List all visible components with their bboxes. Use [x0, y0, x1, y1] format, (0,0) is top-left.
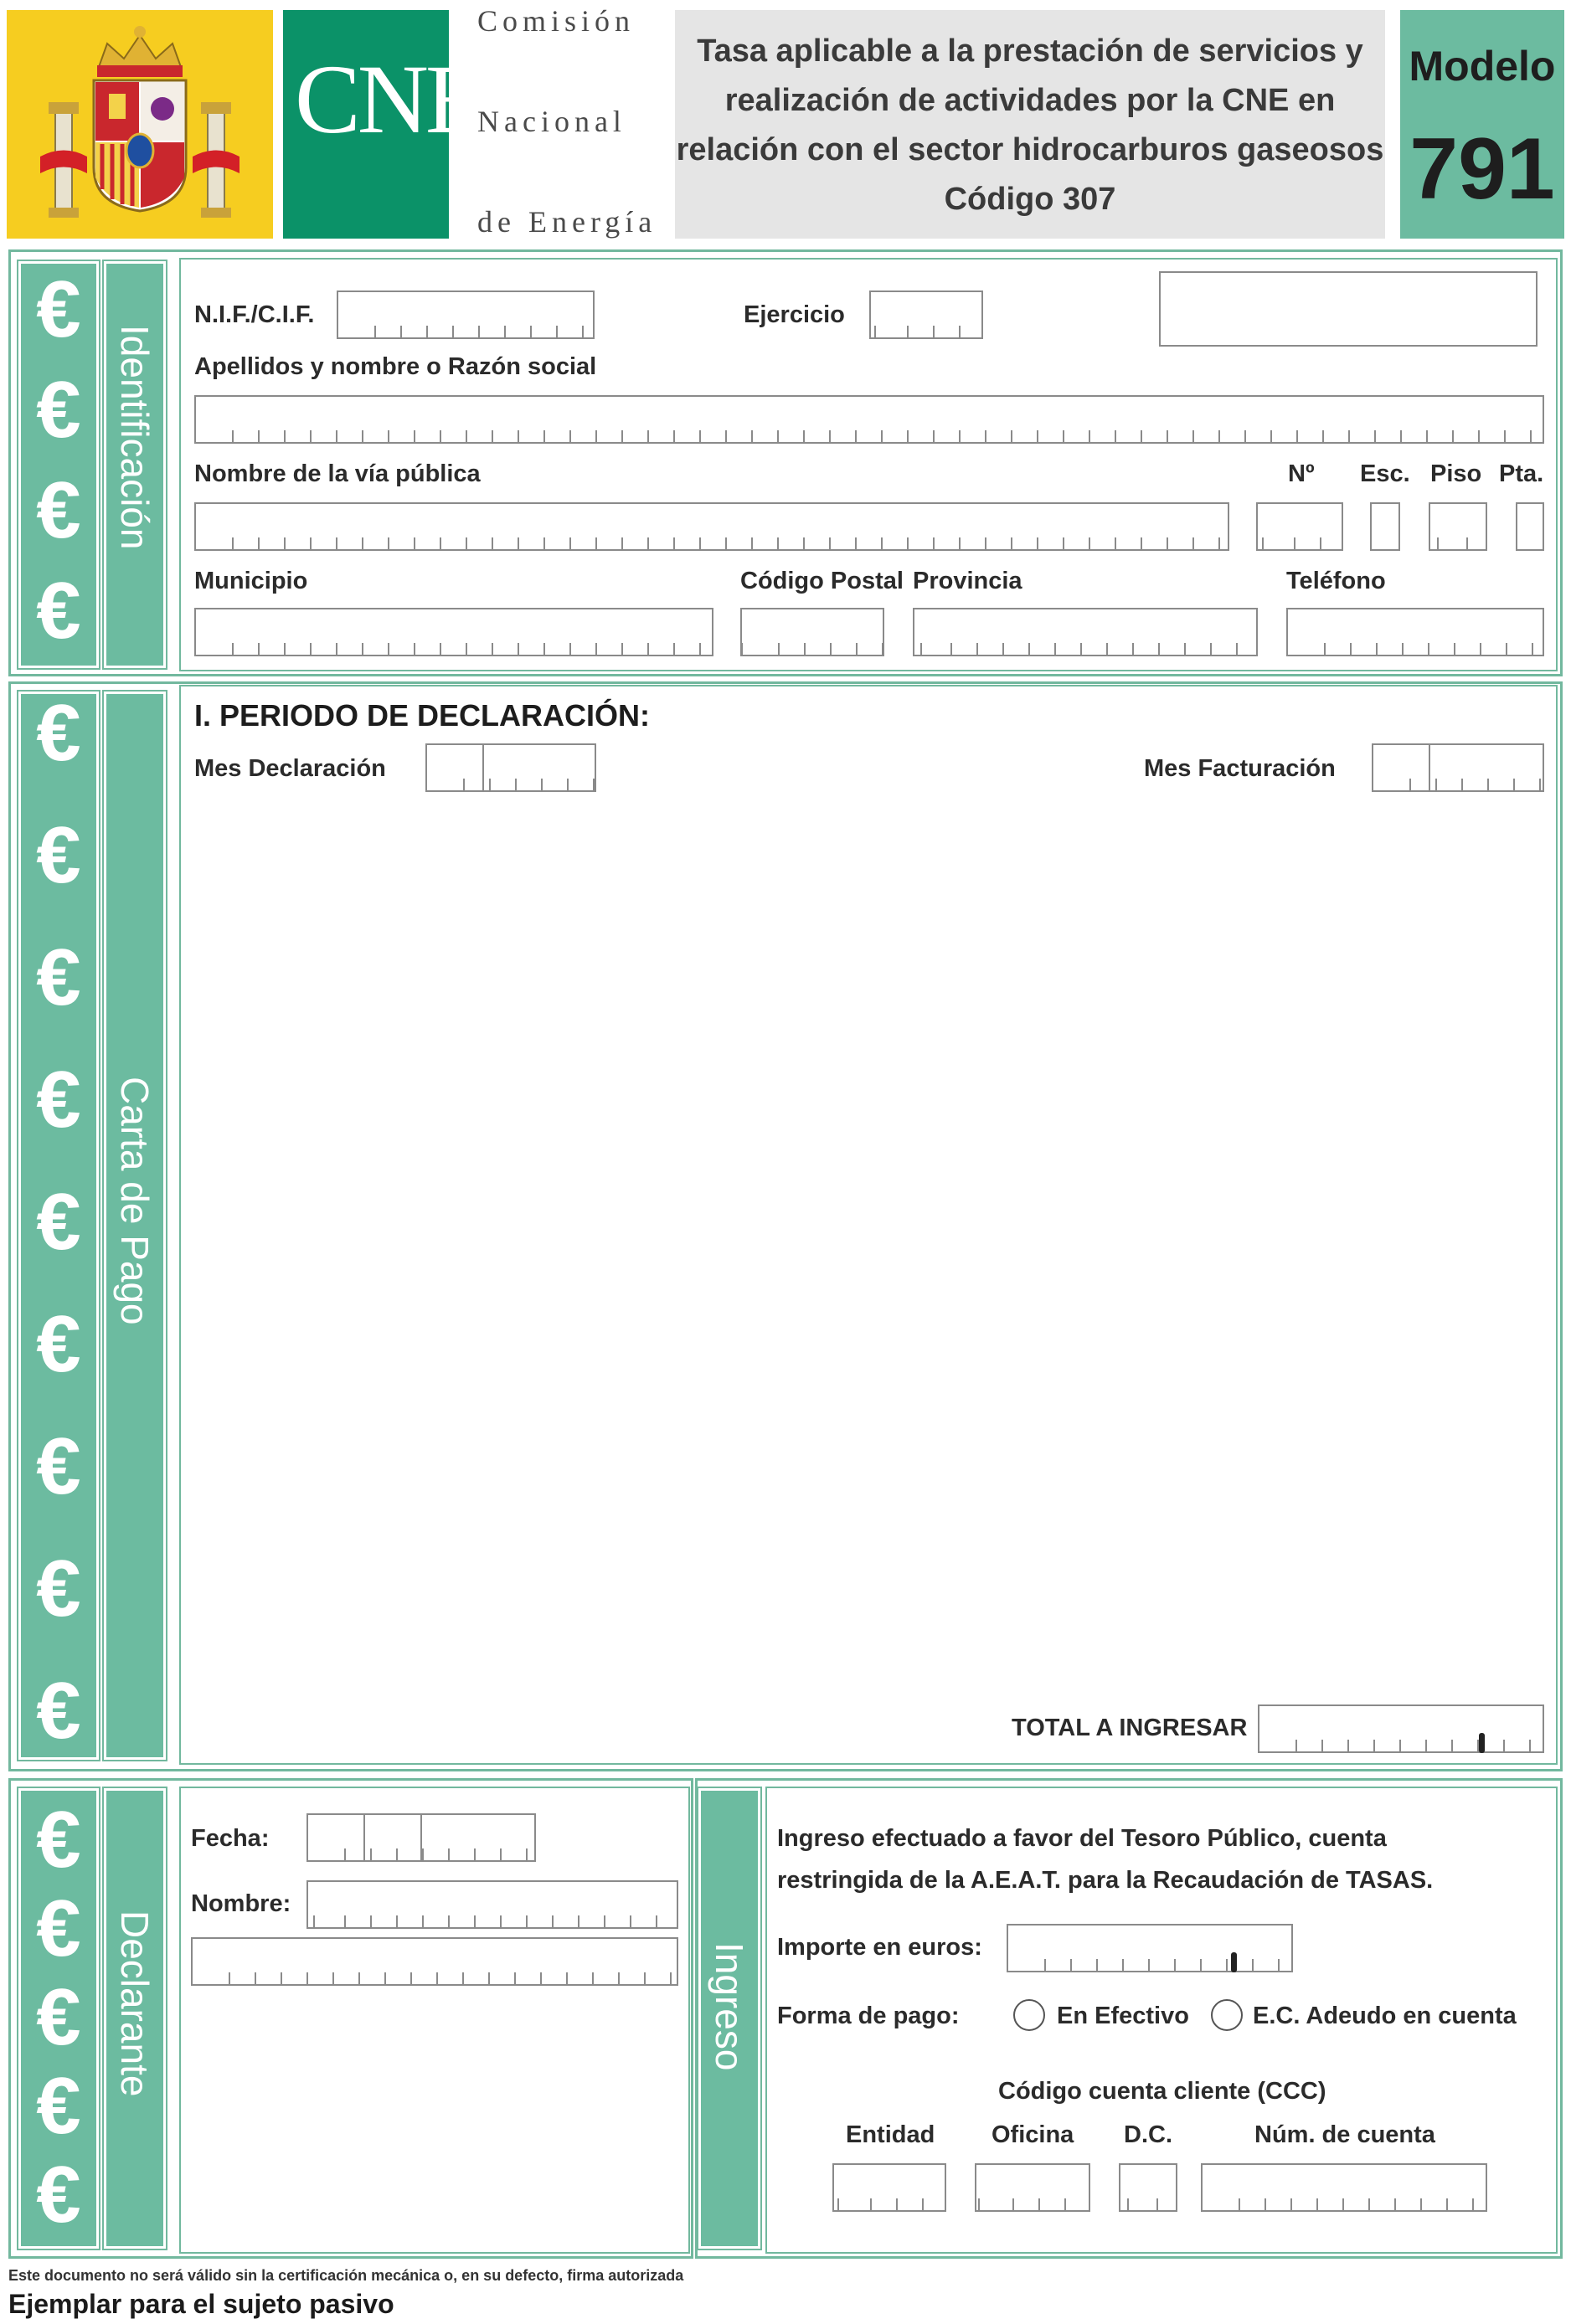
piso-input[interactable] [1429, 502, 1487, 551]
fecha-label: Fecha: [191, 1825, 270, 1852]
euro-icon: € [36, 465, 81, 555]
mes-declaracion-input[interactable] [425, 743, 596, 792]
modelo-label: Modelo [1409, 43, 1556, 90]
euro-icon: € [36, 933, 81, 1022]
option-efectivo-label: En Efectivo [1057, 2003, 1189, 2029]
municipio-label: Municipio [194, 568, 308, 594]
euro-icon: € [36, 365, 81, 455]
name-input[interactable] [194, 395, 1544, 444]
num-cuenta-input[interactable] [1201, 2163, 1487, 2212]
telefono-label: Teléfono [1286, 568, 1386, 594]
piso-label: Piso [1430, 460, 1482, 487]
provincia-label: Provincia [913, 568, 1022, 594]
provincia-input[interactable] [913, 608, 1258, 656]
title-line-2: realización de actividades por la CNE en [724, 83, 1336, 118]
form-title-panel [675, 10, 1385, 239]
nombre-input-line-1[interactable] [306, 1880, 678, 1929]
euro-icon: € [36, 1177, 81, 1267]
dc-label: D.C. [1124, 2121, 1172, 2148]
street-label: Nombre de la vía pública [194, 460, 481, 487]
nif-input[interactable] [337, 290, 595, 339]
euro-icon: € [36, 1422, 81, 1511]
radio-efectivo[interactable] [1013, 1999, 1045, 2031]
euro-icon: € [36, 265, 81, 354]
name-label: Apellidos y nombre o Razón social [194, 353, 597, 380]
forma-pago-label: Forma de pago: [777, 2003, 960, 2029]
euro-icon: € [36, 566, 81, 656]
stamp-box [1159, 271, 1538, 347]
identificacion-section-label: Identificación [113, 325, 157, 550]
mes-facturacion-input[interactable] [1372, 743, 1544, 792]
nombre-label: Nombre: [191, 1890, 291, 1917]
euro-icon: € [36, 810, 81, 900]
municipio-input[interactable] [194, 608, 713, 656]
nif-label: N.I.F./C.I.F. [194, 301, 315, 328]
nombre-input-line-2[interactable] [191, 1937, 678, 1986]
ejercicio-input[interactable] [869, 290, 983, 339]
cp-label: Código Postal [740, 568, 904, 594]
euro-icon: € [36, 1884, 81, 1973]
institution-line-2: Nacional [477, 105, 626, 138]
street-input[interactable] [194, 502, 1229, 551]
fecha-divider-day [363, 1813, 365, 1862]
entidad-input[interactable] [832, 2163, 946, 2212]
oficina-input[interactable] [975, 2163, 1090, 2212]
total-label: TOTAL A INGRESAR [1012, 1715, 1248, 1741]
telefono-input[interactable] [1286, 608, 1544, 656]
oficina-label: Oficina [992, 2121, 1074, 2148]
coat-of-arms-panel [7, 10, 273, 239]
title-line-4: Código 307 [944, 182, 1116, 217]
euro-icon: € [36, 1055, 81, 1144]
euro-icon: € [36, 1972, 81, 2062]
ingreso-section-label: Ingreso [708, 1942, 751, 2071]
euro-icon: € [36, 1795, 81, 1884]
ccc-title: Código cuenta cliente (CCC) [998, 2078, 1326, 2105]
pta-input[interactable] [1516, 502, 1544, 551]
importe-label: Importe en euros: [777, 1934, 982, 1961]
footer-disclaimer: Este documento no será válido sin la certificación mecánica o, en su defecto, firma autorizada [8, 2267, 684, 2284]
ingreso-description-line-1: Ingreso efectuado a favor del Tesoro Público, cuenta [777, 1825, 1387, 1852]
decimal-separator [1231, 1952, 1237, 1972]
cne-logo [283, 10, 482, 239]
mes-declaracion-divider [482, 743, 484, 792]
modelo-panel [1400, 10, 1564, 239]
ingreso-description-line-2: restringida de la A.E.A.T. para la Recaudación de TASAS. [777, 1867, 1434, 1894]
modelo-number: 791 [1409, 121, 1555, 218]
mes-facturacion-label: Mes Facturación [1144, 755, 1336, 782]
title-line-1: Tasa aplicable a la prestación de servicios y [697, 33, 1363, 69]
euro-icon: € [36, 1544, 81, 1633]
coat-of-arms-icon [7, 10, 273, 239]
institution-line-1: Comisión [477, 4, 636, 38]
esc-label: Esc. [1360, 460, 1410, 487]
radio-adeudo[interactable] [1211, 1999, 1243, 2031]
euro-icon: € [36, 688, 81, 778]
fecha-divider-month [420, 1813, 422, 1862]
carta-fields [179, 685, 1558, 1765]
decimal-separator [1479, 1733, 1485, 1753]
euro-icon: € [36, 1299, 81, 1389]
dc-input[interactable] [1119, 2163, 1177, 2212]
declarante-section-label: Declarante [113, 1910, 157, 2097]
esc-input[interactable] [1370, 502, 1400, 551]
entidad-label: Entidad [846, 2121, 935, 2148]
number-input[interactable] [1256, 502, 1343, 551]
pta-label: Pta. [1499, 460, 1544, 487]
institution-line-3: de Energía [477, 205, 657, 239]
cp-input[interactable] [740, 608, 884, 656]
euro-icon: € [36, 2150, 81, 2239]
total-input[interactable] [1258, 1704, 1544, 1753]
footer-copy-label: Ejemplar para el sujeto pasivo [8, 2289, 394, 2319]
carta-section-label: Carta de Pago [113, 1077, 157, 1325]
title-line-3: relación con el sector hidrocarburos gaseosos [676, 132, 1384, 167]
importe-input[interactable] [1007, 1924, 1293, 1972]
euro-icon: € [36, 2061, 81, 2151]
number-label: Nº [1288, 460, 1315, 487]
euro-icon: € [36, 1666, 81, 1756]
mes-facturacion-divider [1429, 743, 1430, 792]
ejercicio-label: Ejercicio [744, 301, 845, 328]
cne-logo-text: CNE [295, 44, 482, 154]
mes-declaracion-label: Mes Declaración [194, 755, 386, 782]
option-adeudo-label: E.C. Adeudo en cuenta [1253, 2003, 1517, 2029]
periodo-title: I. PERIODO DE DECLARACIÓN: [194, 698, 651, 733]
num-cuenta-label: Núm. de cuenta [1254, 2121, 1435, 2148]
